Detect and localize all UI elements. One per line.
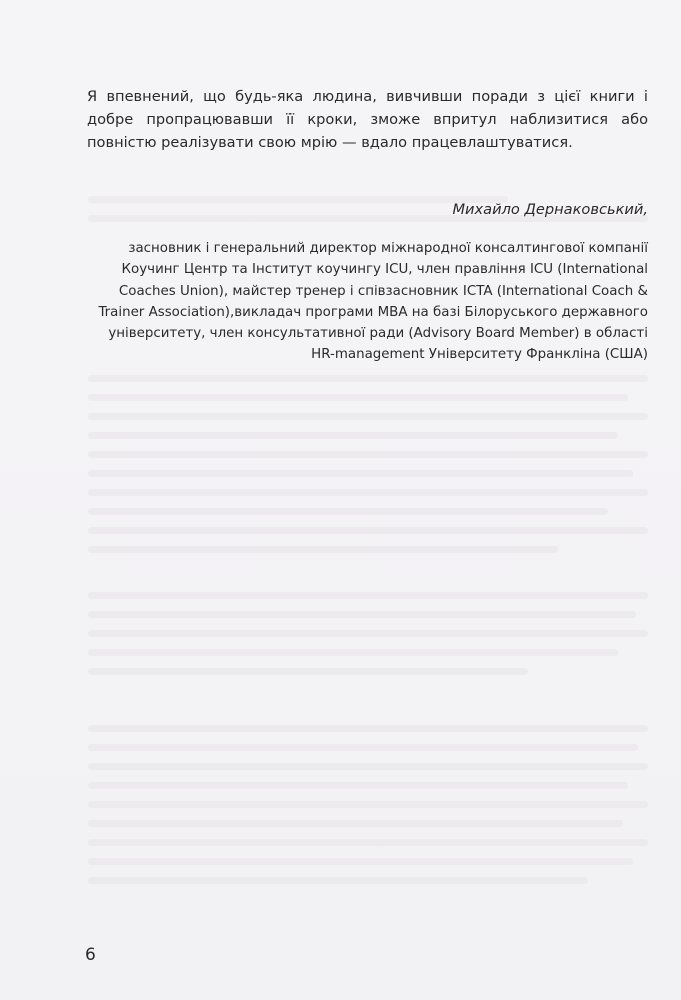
author-bio: засновник і генеральний директор міжнародної консалтингової компанії Коучинг Центр та Інститут коучингу ICU, член правління ICU (International Coaches Union), майстер тренер і співзасновник ICTA (International Coach & Trainer Association),викладач програми MBA на базі Білоруського державного університету, член консультативної ради (Advisory Board Member) в області HR-management Університету Франкліна (США) [98, 241, 648, 363]
author-name: Михайло Дернаковський, [452, 201, 648, 218]
page-number: 6 [85, 945, 96, 965]
intro-paragraph: Я впевнений, що будь-яка людина, вивчивши поради з цієї книги і добре пропрацювавши її кроки, зможе впритул наблизитися або повністю реалізувати свою мрію — вдало працевлаштуватися. [87, 88, 648, 151]
